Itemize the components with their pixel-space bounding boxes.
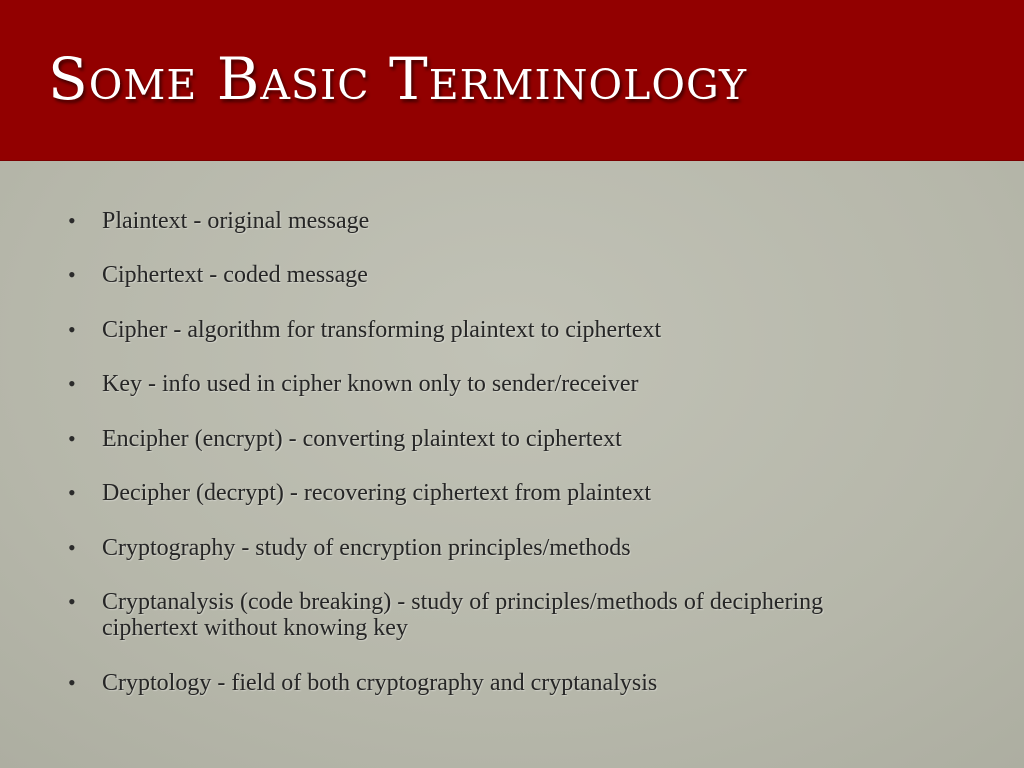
bullet-text: Key - info used in cipher known only to sender/receiver	[102, 371, 639, 397]
bullet-text: Cryptography - study of encryption principles/methods	[102, 535, 631, 561]
bullet-marker: •	[68, 208, 76, 233]
bullet-marker: •	[68, 670, 76, 695]
slide-title: Some Basic Terminology	[48, 45, 748, 113]
bullet-marker: •	[68, 589, 76, 614]
bullet-marker: •	[68, 426, 76, 451]
bullet-text: Plaintext - original message	[102, 208, 370, 234]
bullet-marker: •	[68, 262, 76, 287]
bullet-text: Cipher - algorithm for transforming plaintext to ciphertext	[102, 317, 662, 343]
bullet-marker: •	[68, 480, 76, 505]
bullet-text: Decipher (decrypt) - recovering ciphertext from plaintext	[102, 480, 652, 506]
bullet-text: Encipher (encrypt) - converting plaintext to ciphertext	[102, 426, 622, 452]
bullet-text: Cryptology - field of both cryptography and cryptanalysis	[102, 670, 658, 696]
bullet-marker: •	[68, 317, 76, 342]
bullet-marker: •	[68, 371, 76, 396]
bullet-text: Cryptanalysis (code breaking) - study of principles/methods of deciphering ciphertext without knowing key	[102, 589, 824, 641]
bullet-text: Ciphertext - coded message	[102, 262, 368, 288]
bullet-marker: •	[68, 535, 76, 560]
